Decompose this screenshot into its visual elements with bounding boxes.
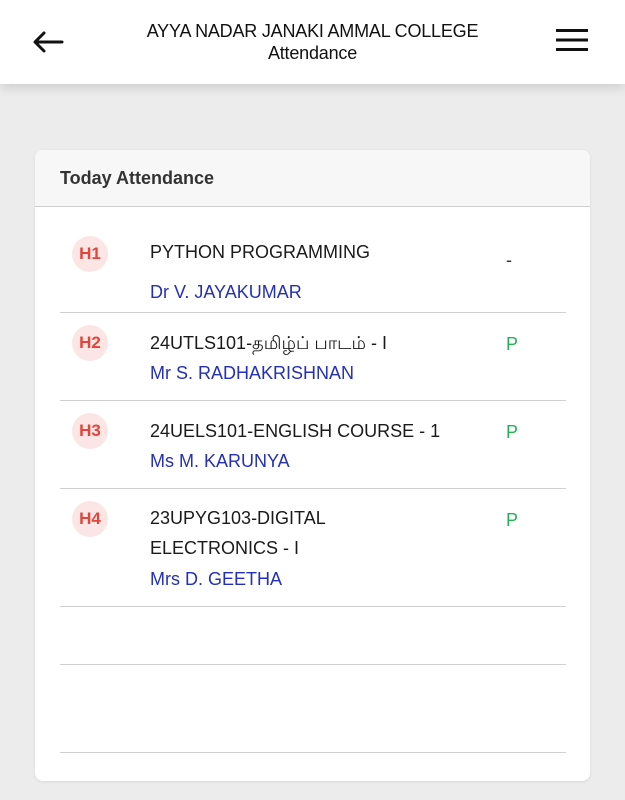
list-item[interactable]	[60, 313, 566, 401]
staff-name: Mrs D. GEETHA	[150, 569, 283, 589]
subject-name: 24UELS101-ENGLISH COURSE - 1	[150, 421, 441, 441]
hour-badge: H2	[72, 325, 108, 361]
subject-name: PYTHON PROGRAMMING	[150, 242, 371, 262]
empty-row	[60, 607, 566, 665]
attendance-status: P	[506, 510, 519, 530]
college-name: AYYA NADAR JANAKI AMMAL COLLEGE	[146, 21, 479, 41]
menu-button[interactable]	[550, 22, 594, 58]
attendance-status: P	[506, 334, 519, 354]
list-item[interactable]	[60, 401, 566, 489]
hour-badge: H3	[72, 413, 108, 449]
subject-name: 23UPYG103-DIGITAL ELECTRONICS - I	[150, 508, 326, 558]
attendance-status: -	[506, 250, 512, 270]
hour-badge: H1	[72, 236, 108, 272]
page-title: Attendance	[267, 43, 358, 63]
header-titles	[90, 20, 535, 64]
staff-name: Dr V. JAYAKUMAR	[150, 282, 302, 302]
back-button[interactable]	[28, 24, 68, 60]
empty-row	[60, 665, 566, 753]
hamburger-menu-icon	[556, 28, 588, 52]
hour-badge: H4	[72, 501, 108, 537]
staff-name: Mr S. RADHAKRISHNAN	[150, 363, 355, 383]
attendance-list	[60, 207, 566, 753]
staff-name: Ms M. KARUNYA	[150, 451, 290, 471]
list-item[interactable]	[60, 489, 566, 607]
list-item[interactable]	[60, 207, 566, 313]
subject-name: 24UTLS101-தமிழ்ப் பாடம் - I	[150, 333, 387, 353]
app-header	[0, 0, 625, 84]
today-attendance-card	[35, 150, 590, 781]
attendance-status: P	[506, 422, 519, 442]
card-title: Today Attendance	[35, 150, 590, 207]
arrow-left-icon	[32, 31, 64, 53]
